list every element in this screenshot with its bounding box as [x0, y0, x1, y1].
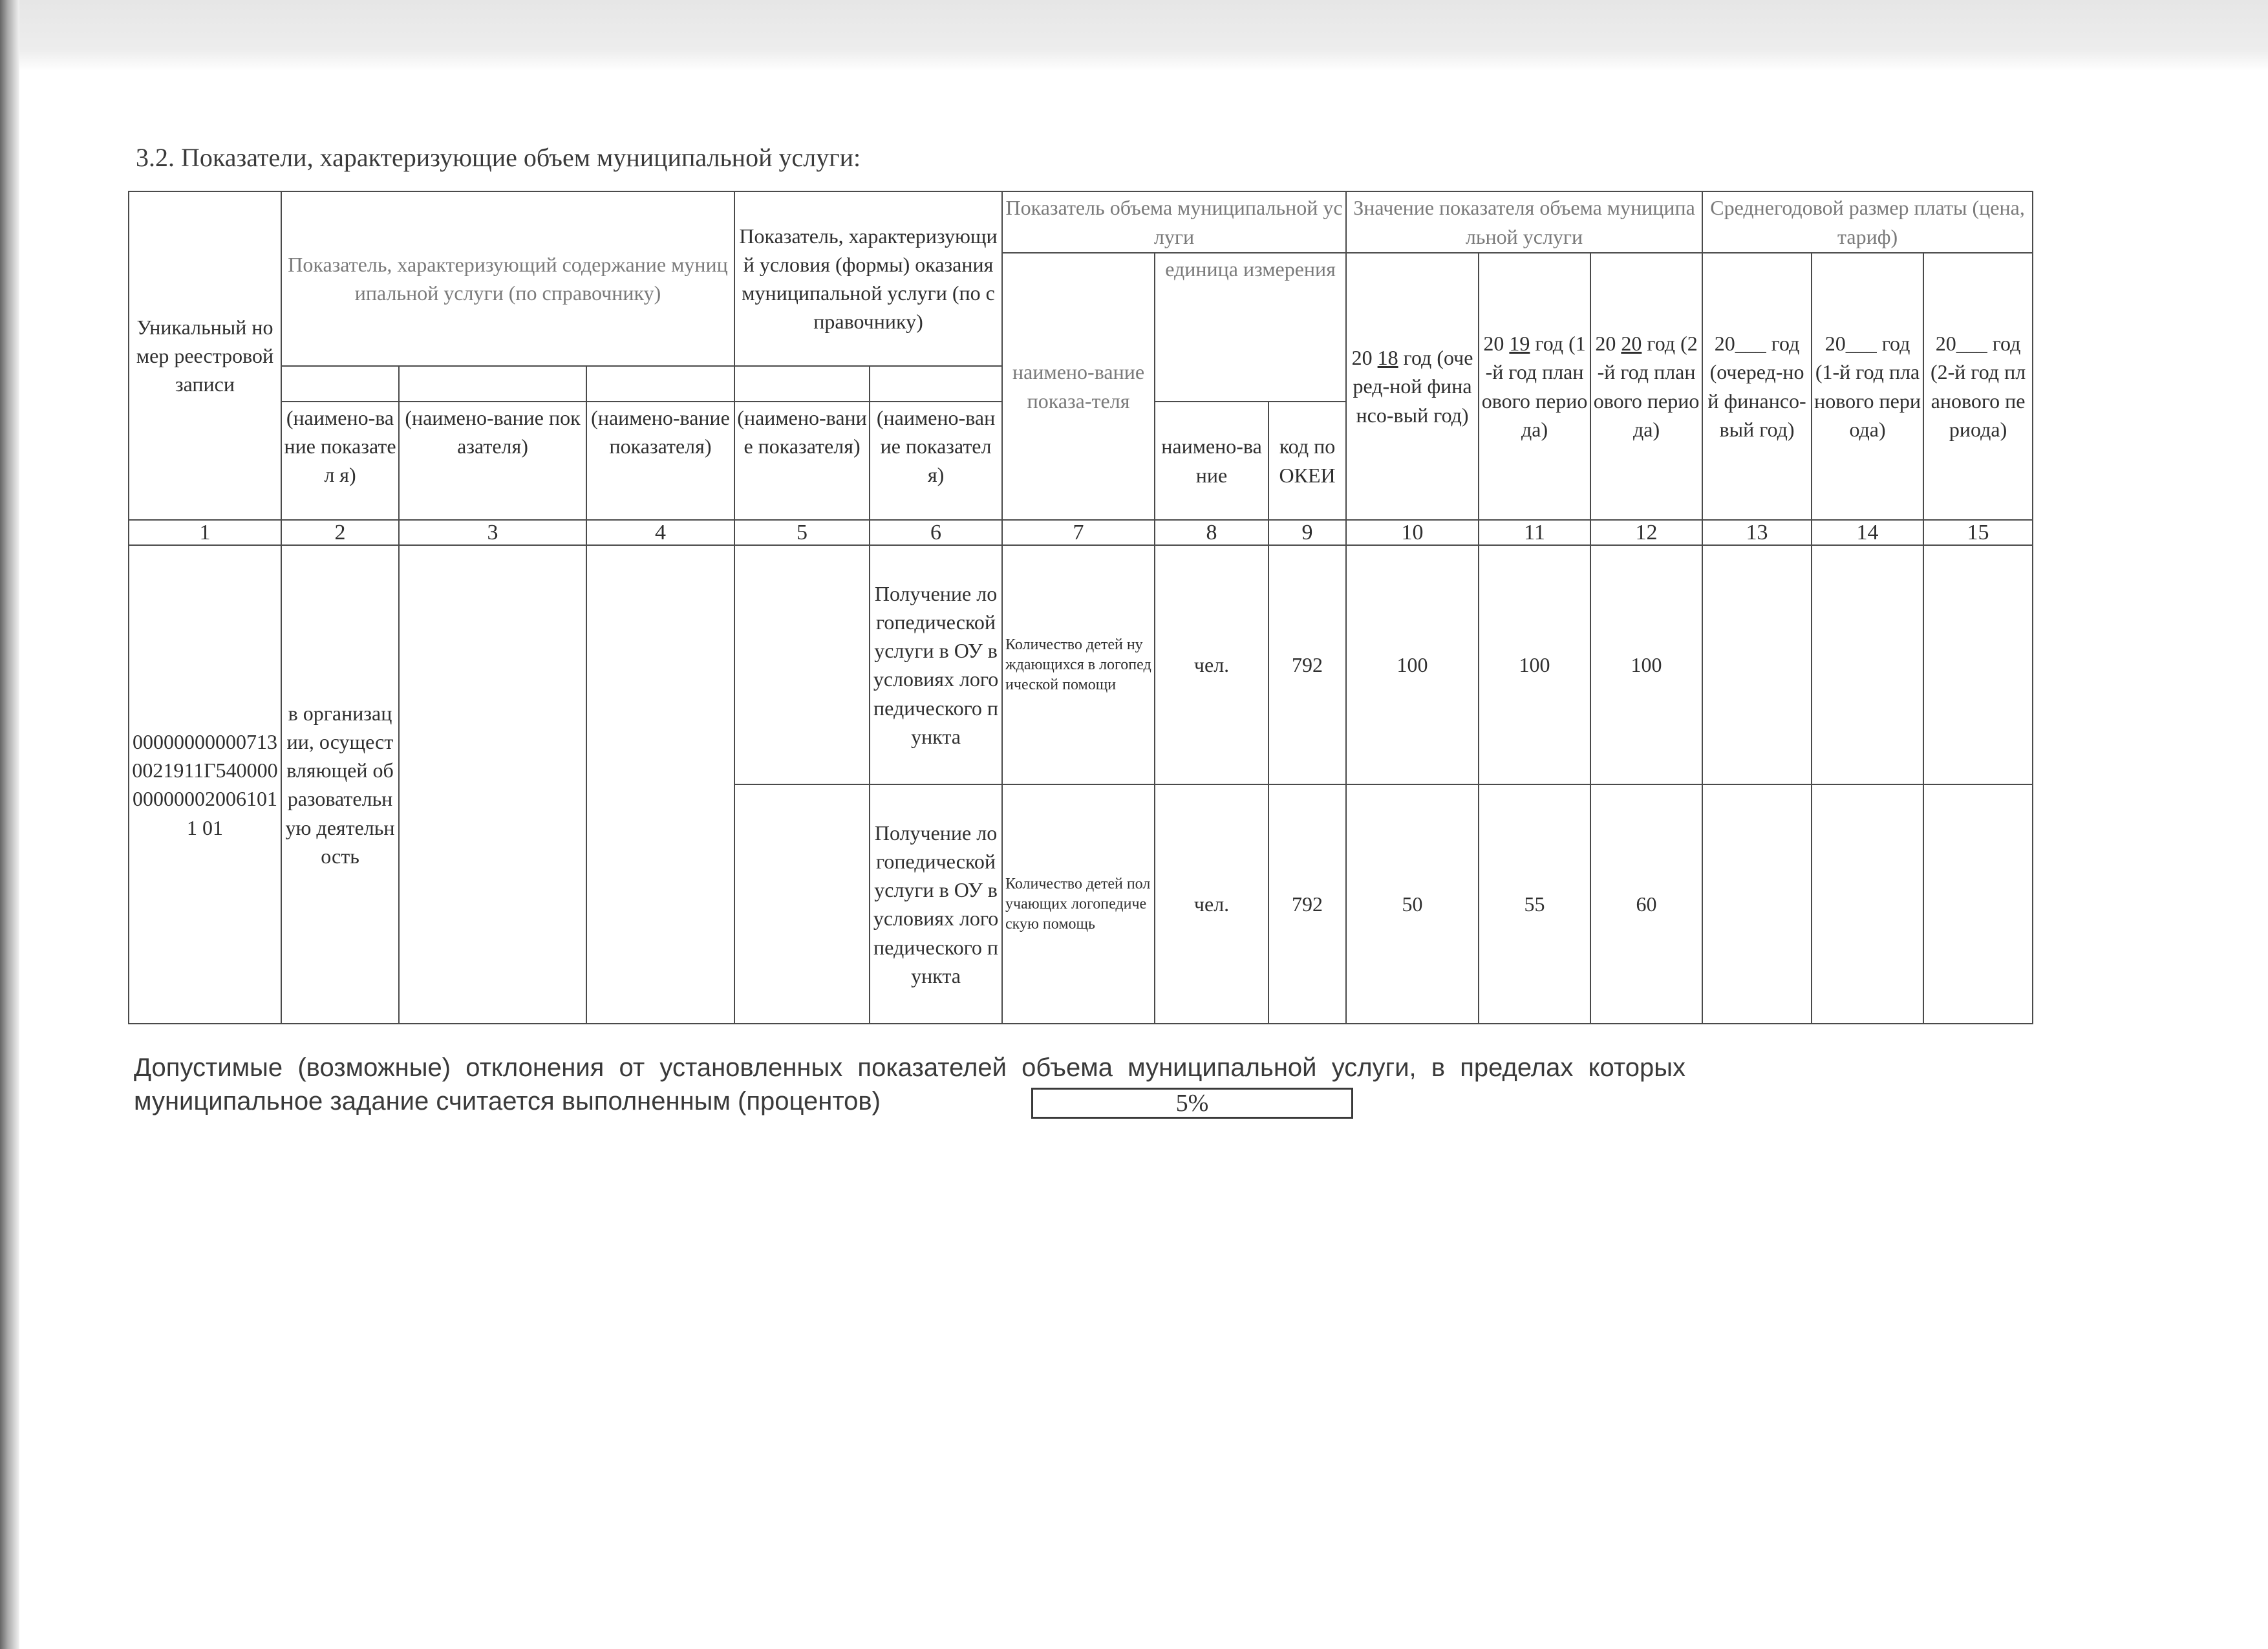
cell-empty	[1923, 784, 2033, 1024]
deviation-line-1: Допустимые (возможные) отклонения от установленных показателей объема муниципальной услуги, в пределах которых	[134, 1053, 1685, 1082]
value-year-12: 100	[1590, 545, 1702, 784]
header-unit: единица измерения	[1155, 253, 1346, 402]
column-number: 10	[1346, 520, 1479, 545]
header-indicator-name: наимено-вание показа-теля	[1002, 253, 1155, 520]
table-row	[129, 545, 2033, 784]
header-content-indicator: Показатель, характеризующий содержание муниципальной услуги (по справочнику)	[281, 191, 734, 366]
column-number: 7	[1002, 520, 1155, 545]
header-volume-value: Значение показателя объема муниципальной услуги	[1346, 191, 1702, 253]
column-number: 3	[399, 520, 586, 545]
header-spacer-6	[870, 366, 1002, 402]
header-unit-name: наимено-вание	[1155, 402, 1268, 520]
column-number: 11	[1479, 520, 1590, 545]
header-year-15: 20___ год (2-й год планового периода)	[1923, 253, 2033, 520]
scan-shadow-top	[0, 0, 2268, 71]
column-number: 4	[586, 520, 734, 545]
okei-value: 792	[1268, 784, 1346, 1024]
column-number: 6	[870, 520, 1002, 545]
header-conditions-indicator: Показатель, характеризующий условия (формы) оказания муниципальной услуги (по справочнику)	[734, 191, 1002, 366]
indicator-value: Количество детей получающих логопедическую помощь	[1002, 784, 1155, 1024]
cell-empty	[1702, 545, 1812, 784]
deviation-line-2: муниципальное задание считается выполненным (процентов)	[134, 1087, 881, 1116]
value-year-10: 100	[1346, 545, 1479, 784]
cell-empty	[1923, 545, 2033, 784]
cell-empty	[734, 784, 870, 1024]
condition-value: Получение логопедической услуги в ОУ в условиях логопедического пункта	[870, 545, 1002, 784]
cell-empty	[1812, 784, 1923, 1024]
unit-name-value: чел.	[1155, 784, 1268, 1024]
cell-empty	[586, 545, 734, 1024]
header-avg-payment: Среднегодовой размер платы (цена, тариф)	[1702, 191, 2033, 253]
volume-indicators-table	[128, 191, 2033, 1024]
value-year-11: 55	[1479, 784, 1590, 1024]
header-spacer-3	[399, 366, 586, 402]
value-year-12: 60	[1590, 784, 1702, 1024]
condition-value: Получение логопедической услуги в ОУ в условиях логопедического пункта	[870, 784, 1002, 1024]
indicator-value: Количество детей нуждающихся в логопедической помощи	[1002, 545, 1155, 784]
deviation-percent-box: 5%	[1031, 1088, 1353, 1119]
header-sub-name-6: (наимено-вание показателя)	[870, 402, 1002, 520]
section-heading: 3.2. Показатели, характеризующие объем муниципальной услуги:	[136, 143, 861, 172]
header-year-13: 20___ год (очеред-ной финансо-вый год)	[1702, 253, 1812, 520]
unit-name-value: чел.	[1155, 545, 1268, 784]
header-year-14: 20___ год (1-й год планового периода)	[1812, 253, 1923, 520]
header-volume-indicator: Показатель объема муниципальной услуги	[1002, 191, 1346, 253]
unique-number-value: 000000000007130021911Г540000000000020061011 01	[129, 545, 281, 1024]
deviation-text	[134, 1051, 1685, 1118]
header-sub-name-2: (наимено-вание показател я)	[281, 402, 399, 520]
header-sub-name-3: (наимено-вание показателя)	[399, 402, 586, 520]
header-okei-code: код по ОКЕИ	[1268, 402, 1346, 520]
column-number: 12	[1590, 520, 1702, 545]
column-number: 8	[1155, 520, 1268, 545]
column-number: 9	[1268, 520, 1346, 545]
header-year-12: 20 20 год (2-й год планового периода)	[1590, 253, 1702, 520]
header-spacer-4	[586, 366, 734, 402]
header-year-10: 20 18 год (очеред-ной финансо-вый год)	[1346, 253, 1479, 520]
value-year-11: 100	[1479, 545, 1590, 784]
header-unique-number: Уникальный номер реестровой записи	[129, 191, 281, 520]
column-number: 14	[1812, 520, 1923, 545]
cell-empty	[734, 545, 870, 784]
cell-empty	[399, 545, 586, 1024]
header-year-11: 20 19 год (1-й год планового периода)	[1479, 253, 1590, 520]
column-number: 15	[1923, 520, 2033, 545]
column-number: 5	[734, 520, 870, 545]
header-spacer-2	[281, 366, 399, 402]
value-year-10: 50	[1346, 784, 1479, 1024]
header-spacer-5	[734, 366, 870, 402]
header-sub-name-5: (наимено-вание показателя)	[734, 402, 870, 520]
service-content-value: в организации, осуществляющей образовательную деятельность	[281, 545, 399, 1024]
cell-empty	[1812, 545, 1923, 784]
column-number: 2	[281, 520, 399, 545]
column-number: 1	[129, 520, 281, 545]
header-sub-name-4: (наимено-вание показателя)	[586, 402, 734, 520]
scan-shadow-left	[0, 0, 19, 1649]
okei-value: 792	[1268, 545, 1346, 784]
column-number: 13	[1702, 520, 1812, 545]
cell-empty	[1702, 784, 1812, 1024]
